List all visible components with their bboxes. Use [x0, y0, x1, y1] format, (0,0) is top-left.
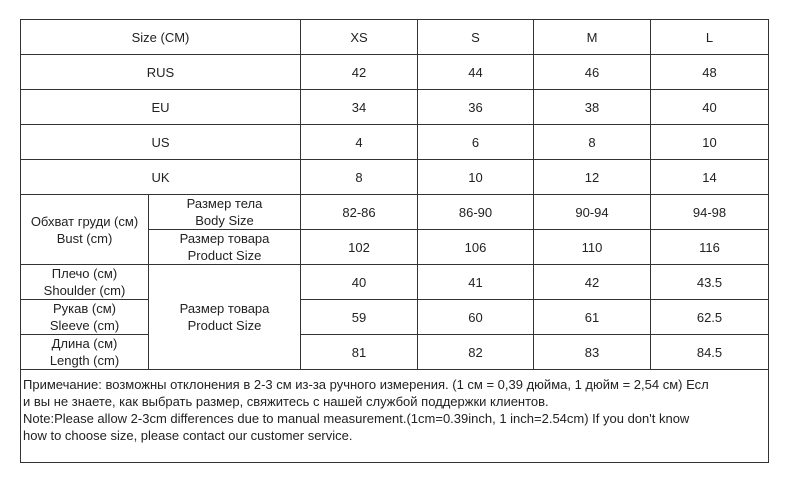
table-row-us: [21, 125, 769, 160]
product-group-label-en: Product Size: [187, 318, 262, 333]
size-chart-table: [20, 19, 769, 463]
note-line: и вы не знаете, как выбрать размер, свяжитесь с нашей службой поддержки клиентов.: [23, 394, 549, 409]
body-size-label-ru: Размер тела: [186, 196, 263, 211]
length-label: [21, 335, 149, 370]
table-row-rus: [21, 55, 769, 90]
table-row-sleeve: [21, 300, 769, 335]
table-cell: 42: [301, 55, 418, 90]
table-cell: 94-98: [651, 195, 769, 230]
note-line: how to choose size, please contact our customer service.: [23, 428, 353, 443]
length-label-ru: Длина (см): [51, 336, 118, 351]
body-size-label-en: Body Size: [195, 213, 254, 228]
sleeve-label-ru: Рукав (см): [53, 301, 116, 316]
table-cell: 82: [418, 335, 534, 370]
row-label-eu: EU: [21, 90, 301, 125]
table-cell: 61: [534, 300, 651, 335]
bust-label-en: Bust (cm): [56, 230, 113, 246]
table-cell: 84.5: [651, 335, 769, 370]
table-row-length: [21, 335, 769, 370]
body-size-label: [149, 195, 301, 230]
table-cell: 43.5: [651, 265, 769, 300]
table-cell: 116: [651, 230, 769, 265]
product-size-label: [149, 230, 301, 265]
table-row-bust-body: [21, 195, 769, 230]
product-group-label-ru: Размер товара: [179, 301, 270, 316]
product-size-label-en: Product Size: [187, 248, 262, 263]
product-size-label-ru: Размер товара: [179, 231, 270, 246]
table-cell: 8: [534, 125, 651, 160]
sleeve-label-en: Sleeve (cm): [49, 318, 120, 333]
length-label-en: Length (cm): [49, 353, 120, 368]
table-cell: 44: [418, 55, 534, 90]
row-label-uk: UK: [21, 160, 301, 195]
size-header-xs: XS: [301, 20, 418, 55]
table-cell: 36: [418, 90, 534, 125]
table-cell: 4: [301, 125, 418, 160]
table-cell: 86-90: [418, 195, 534, 230]
table-cell: 10: [418, 160, 534, 195]
table-cell: 40: [651, 90, 769, 125]
header-row: [21, 20, 769, 55]
table-cell: 8: [301, 160, 418, 195]
table-cell: 106: [418, 230, 534, 265]
table-cell: 48: [651, 55, 769, 90]
table-cell: 14: [651, 160, 769, 195]
table-cell: 81: [301, 335, 418, 370]
table-cell: 60: [418, 300, 534, 335]
table-cell: 59: [301, 300, 418, 335]
table-row-shoulder: [21, 265, 769, 300]
size-header-l: L: [651, 20, 769, 55]
table-cell: 6: [418, 125, 534, 160]
table-cell: 62.5: [651, 300, 769, 335]
table-cell: 40: [301, 265, 418, 300]
table-cell: 34: [301, 90, 418, 125]
table-cell: 82-86: [301, 195, 418, 230]
size-header-label: Size (CM): [21, 20, 301, 55]
table-cell: 46: [534, 55, 651, 90]
table-cell: 90-94: [534, 195, 651, 230]
sleeve-label: [21, 300, 149, 335]
shoulder-label-ru: Плечо (см): [51, 266, 118, 281]
product-group-label: [149, 265, 301, 370]
table-cell: 12: [534, 160, 651, 195]
table-cell: 41: [418, 265, 534, 300]
shoulder-label-en: Shoulder (cm): [43, 283, 126, 298]
bust-label: [21, 195, 149, 265]
table-cell: 42: [534, 265, 651, 300]
row-label-us: US: [21, 125, 301, 160]
table-cell: 83: [534, 335, 651, 370]
table-cell: 102: [301, 230, 418, 265]
note-row: [21, 370, 769, 463]
note-line: Note:Please allow 2-3cm differences due to manual measurement.(1cm=0.39inch, 1 inch=2.54cm) If you don't know: [23, 411, 690, 426]
measurement-note: [21, 370, 769, 463]
table-cell: 110: [534, 230, 651, 265]
table-cell: 38: [534, 90, 651, 125]
size-header-s: S: [418, 20, 534, 55]
size-header-m: M: [534, 20, 651, 55]
table-row-eu: [21, 90, 769, 125]
table-row-uk: [21, 160, 769, 195]
shoulder-label: [21, 265, 149, 300]
note-line: Примечание: возможны отклонения в 2-3 см из-за ручного измерения. (1 см = 0,39 дюйма, 1 дюйм = 2,54 см) Есл: [23, 377, 709, 392]
bust-label-ru: Обхват груди (см): [30, 213, 139, 229]
row-label-rus: RUS: [21, 55, 301, 90]
table-cell: 10: [651, 125, 769, 160]
